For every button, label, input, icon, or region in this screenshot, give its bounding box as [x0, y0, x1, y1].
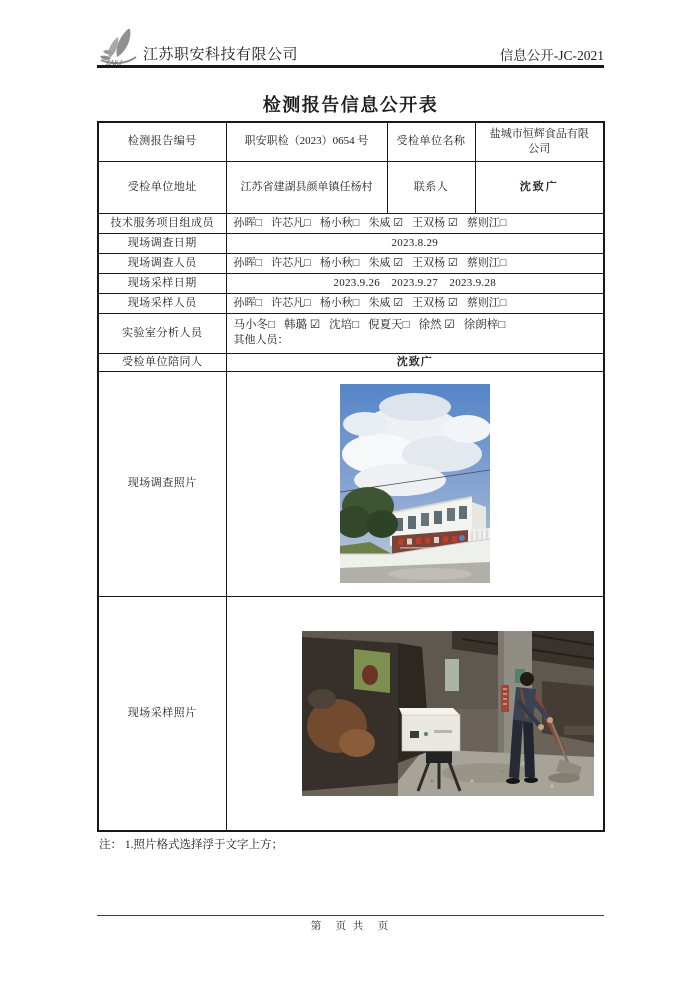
table-row: [98, 161, 604, 213]
escort-label: 受检单位陪同人: [98, 353, 226, 371]
survey-photo-cell: [226, 371, 604, 596]
table-row: [98, 293, 604, 313]
contact-label: 联系人: [387, 161, 475, 213]
person-check-item: 孙晖□: [233, 256, 263, 269]
table-row: [98, 213, 604, 233]
person-check-item: 蔡则江□: [466, 256, 507, 269]
note-text: 注： 1.照片格式选择浮于文字上方；: [99, 839, 283, 851]
zakj-swoosh-logo-icon: [97, 26, 143, 66]
doc-code: 信息公开-JC-2021: [499, 47, 604, 63]
table-row: [98, 122, 604, 161]
survey-photo-label: 现场调查照片: [98, 371, 226, 596]
table-row: [98, 596, 604, 831]
sampling-staff-checklist: [226, 293, 604, 313]
table-row: [98, 313, 604, 353]
person-check-item: 许芯凡□: [271, 216, 311, 229]
sampling-photo-cell: [226, 596, 604, 831]
report-no-label: 检测报告编号: [98, 122, 226, 161]
person-check-item: 徐朗梓□: [463, 318, 506, 331]
person-check-item: 孙晖□: [233, 216, 263, 229]
person-check-item: 许芯凡□: [271, 256, 311, 269]
info-table: [97, 121, 605, 832]
person-check-item: 杨小秋□: [319, 216, 360, 229]
page-title: 检测报告信息公开表: [262, 95, 439, 115]
person-check-item: 蔡则江□: [466, 216, 507, 229]
header: [97, 24, 604, 68]
person-check-item: 沈培□: [329, 318, 360, 331]
person-check-item: 王双杨 ☑: [412, 216, 458, 229]
person-check-item: 王双杨 ☑: [412, 256, 458, 269]
sampling-staff-label: 现场采样人员: [98, 293, 226, 313]
footer-rule: [97, 915, 604, 916]
lab-staff-cell: [226, 313, 604, 353]
survey-staff-checklist: [226, 253, 604, 273]
unit-name-label: 受检单位名称: [387, 122, 475, 161]
unit-addr-value: 江苏省建湖县颜单镇任杨村: [226, 161, 387, 213]
person-check-item: 朱威 ☑: [368, 296, 404, 309]
person-check-item: 许芯凡□: [271, 296, 311, 309]
lab-staff-label: 实验室分析人员: [98, 313, 226, 353]
report-no-value: 职安职检（2023）0654 号: [226, 122, 387, 161]
person-check-item: 朱威 ☑: [368, 216, 404, 229]
person-check-item: 韩璐 ☑: [283, 318, 321, 331]
lab-staff-checklist: [234, 318, 600, 334]
escort-value: 沈致广: [226, 353, 604, 371]
survey-date-label: 现场调查日期: [98, 233, 226, 253]
unit-name-value: 盐城市恒辉食品有限公司: [475, 122, 604, 161]
survey-staff-label: 现场调查人员: [98, 253, 226, 273]
person-check-item: 马小冬□: [233, 318, 275, 331]
person-check-item: 朱威 ☑: [368, 256, 404, 269]
table-row: [98, 273, 604, 293]
company-name: 江苏职安科技有限公司: [143, 47, 299, 63]
table-row: [98, 371, 604, 596]
sampling-photo-label: 现场采样照片: [98, 596, 226, 831]
person-check-item: 蔡则江□: [466, 296, 507, 309]
survey-photo: [340, 384, 490, 583]
person-check-item: 杨小秋□: [319, 256, 360, 269]
unit-addr-label: 受检单位地址: [98, 161, 226, 213]
team-label: 技术服务项目组成员: [98, 213, 226, 233]
team-checklist: [226, 213, 604, 233]
logo-text: ZAKJ: [106, 59, 122, 66]
survey-date-value: 2023.8.29: [226, 233, 604, 253]
table-row: [98, 233, 604, 253]
page-number-text: 第 页 共 页: [310, 921, 391, 932]
person-check-item: 杨小秋□: [319, 296, 360, 309]
contact-value: 沈致广: [475, 161, 604, 213]
person-check-item: 倪夏天□: [368, 318, 410, 331]
table-row: [98, 253, 604, 273]
sampling-dates-value: 2023.9.26 2023.9.27 2023.9.28: [226, 273, 604, 293]
sampling-photo: [302, 631, 594, 796]
header-left: [97, 26, 299, 66]
person-check-item: 王双杨 ☑: [412, 296, 458, 309]
lab-other-label: 其他人员：: [233, 334, 289, 347]
table-row: [98, 353, 604, 371]
person-check-item: 孙晖□: [233, 296, 263, 309]
person-check-item: 徐然 ☑: [418, 318, 455, 331]
sampling-date-label: 现场采样日期: [98, 273, 226, 293]
